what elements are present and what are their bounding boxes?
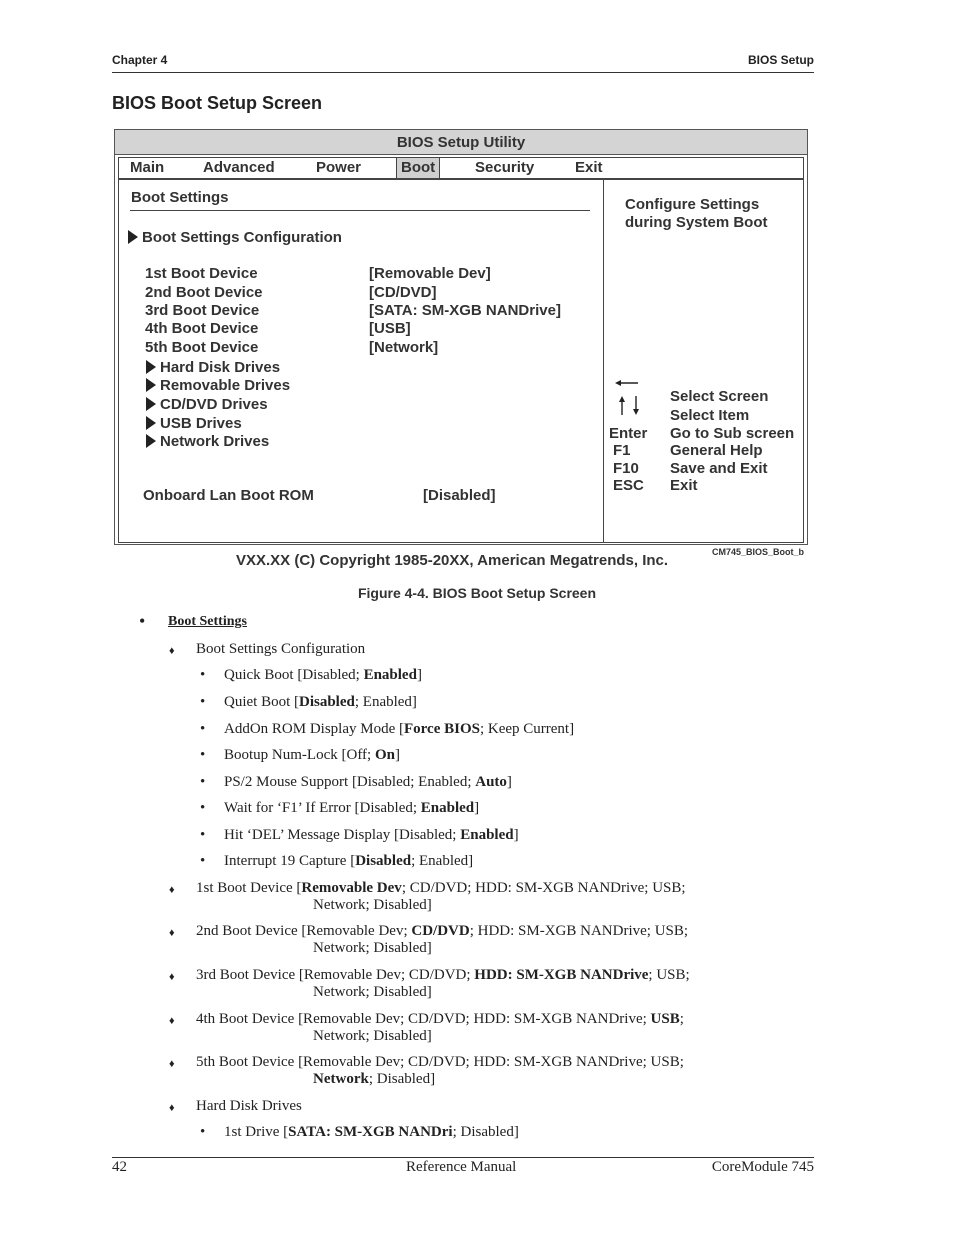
device-option-line: 3rd Boot Device [Removable Dev; CD/DVD; HDD: SM-XGB NANDrive; USB; (196, 967, 690, 983)
device-option-line2: Network; Disabled] (313, 1028, 432, 1044)
bullet-icon: • (200, 827, 206, 843)
onboard-lan-label: Onboard Lan Boot ROM (143, 487, 314, 504)
menu-tab-boot[interactable]: Boot (396, 157, 440, 179)
submenu-arrow-icon (146, 397, 156, 411)
submenu-label: Network Drives (160, 433, 270, 450)
menu-tab-security[interactable]: Security (475, 159, 535, 176)
bullet-icon: • (200, 694, 206, 710)
device-option-line2: Network; Disabled] (313, 984, 432, 1000)
submenu-arrow-icon (146, 360, 156, 374)
submenu-hard-disk-drives[interactable] (146, 359, 280, 376)
boot-settings-config-item[interactable] (128, 229, 342, 246)
boot-settings-rule (130, 210, 590, 211)
submenu-arrow-icon (128, 230, 138, 244)
page-number: 42 (112, 1159, 127, 1175)
bullet-icon: • (200, 747, 206, 763)
device-label: 3rd Boot Device (145, 302, 260, 319)
key-name: F10 (613, 460, 639, 477)
diamond-bullet-icon: ♦ (169, 645, 175, 657)
device-value[interactable]: [SATA: SM-XGB NANDrive] (369, 302, 561, 319)
bullet-icon: • (139, 611, 146, 631)
bios-panel-divider (603, 180, 604, 542)
submenu-arrow-icon (146, 416, 156, 430)
boot-settings-title: Boot Settings (131, 189, 229, 206)
device-value[interactable]: [USB] (369, 320, 411, 337)
key-name: F1 (613, 442, 631, 459)
device-label: 1st Boot Device (145, 265, 258, 282)
bullet-icon: • (200, 853, 206, 869)
key-name: ESC (613, 477, 644, 494)
device-option-line2: Network; Disabled] (313, 940, 432, 956)
menu-tab-power[interactable]: Power (316, 159, 362, 176)
key-desc: Save and Exit (670, 460, 768, 477)
footer-product: CoreModule 745 (711, 1159, 814, 1175)
page-title: BIOS Boot Setup Screen (112, 93, 323, 113)
bullet-icon: • (200, 721, 206, 737)
key-desc: General Help (670, 442, 763, 459)
submenu-network-drives[interactable] (146, 433, 269, 450)
hard-disk-item: Hard Disk Drives (196, 1098, 302, 1114)
submenu-label: USB Drives (160, 415, 242, 432)
menu-tab-main[interactable]: Main (130, 159, 165, 176)
boot-settings-heading: Boot Settings (168, 614, 247, 629)
diamond-bullet-icon: ♦ (169, 927, 175, 939)
device-value[interactable]: [CD/DVD] (369, 284, 437, 301)
bullet-icon: • (200, 667, 206, 683)
onboard-lan-value[interactable]: [Disabled] (423, 487, 496, 504)
device-option-line: 4th Boot Device [Removable Dev; CD/DVD; HDD: SM-XGB NANDrive; USB; (196, 1011, 684, 1027)
submenu-usb-drives[interactable] (146, 415, 242, 432)
arrow-keys-icon (612, 375, 646, 417)
submenu-arrow-icon (146, 378, 156, 392)
bullet-icon: • (200, 774, 206, 790)
diamond-bullet-icon: ♦ (169, 971, 175, 983)
option-line: 1st Drive [SATA: SM-XGB NANDri; Disabled] (224, 1124, 519, 1140)
bullet-icon: • (200, 800, 206, 816)
option-line: Quiet Boot [Disabled; Enabled] (224, 694, 417, 710)
device-option-line: 5th Boot Device [Removable Dev; CD/DVD; HDD: SM-XGB NANDrive; USB; (196, 1054, 684, 1070)
footer-title: Reference Manual (406, 1159, 517, 1175)
menu-tab-advanced[interactable]: Advanced (203, 159, 275, 176)
key-desc: Go to Sub screen (670, 425, 795, 442)
bios-title: BIOS Setup Utility (115, 130, 807, 155)
device-label: 5th Boot Device (145, 339, 259, 356)
help-text-line2: during System Boot (625, 214, 768, 231)
option-line: Interrupt 19 Capture [Disabled; Enabled] (224, 853, 474, 869)
header-rule (112, 72, 814, 73)
option-line: AddOn ROM Display Mode [Force BIOS; Keep Current] (224, 721, 575, 737)
device-label: 2nd Boot Device (145, 284, 263, 301)
submenu-label: Hard Disk Drives (160, 359, 281, 376)
option-line: PS/2 Mouse Support [Disabled; Enabled; Auto] (224, 774, 512, 790)
diamond-bullet-icon: ♦ (169, 1102, 175, 1114)
config-item: Boot Settings Configuration (196, 641, 366, 657)
key-name: Enter (609, 425, 648, 442)
figure-caption: Figure 4-4. BIOS Boot Setup Screen (357, 585, 597, 601)
key-desc: Exit (670, 477, 698, 494)
boot-settings-config-label: Boot Settings Configuration (142, 229, 342, 246)
device-option-line2: Network; Disabled] (313, 897, 432, 913)
device-value[interactable]: [Network] (369, 339, 439, 356)
option-line: Hit ‘DEL’ Message Display [Disabled; Enabled] (224, 827, 519, 843)
device-label: 4th Boot Device (145, 320, 259, 337)
diamond-bullet-icon: ♦ (169, 884, 175, 896)
key-desc: Select Item (670, 407, 750, 424)
diamond-bullet-icon: ♦ (169, 1058, 175, 1070)
option-line: Bootup Num-Lock [Off; On] (224, 747, 400, 763)
submenu-removable-drives[interactable] (146, 377, 290, 394)
device-value[interactable]: [Removable Dev] (369, 265, 491, 282)
submenu-label: Removable Drives (160, 377, 291, 394)
device-option-line: 2nd Boot Device [Removable Dev; CD/DVD; HDD: SM-XGB NANDrive; USB; (196, 923, 689, 939)
chapter-label: Chapter 4 (112, 53, 168, 67)
menu-tab-exit[interactable]: Exit (575, 159, 603, 176)
submenu-cd-dvd-drives[interactable] (146, 396, 268, 413)
footer-rule (112, 1157, 814, 1158)
option-line: Quick Boot [Disabled; Enabled] (224, 667, 422, 683)
key-desc: Select Screen (670, 388, 769, 405)
option-line: Wait for ‘F1’ If Error [Disabled; Enabled] (224, 800, 480, 816)
submenu-label: CD/DVD Drives (160, 396, 268, 413)
bios-copyright: VXX.XX (C) Copyright 1985-20XX, American Megatrends, Inc. (236, 552, 669, 569)
section-label: BIOS Setup (747, 53, 814, 67)
device-option-line2: Network; Disabled] (313, 1071, 436, 1087)
diamond-bullet-icon: ♦ (169, 1015, 175, 1027)
device-option-line: 1st Boot Device [Removable Dev; CD/DVD; HDD: SM-XGB NANDrive; USB; (196, 880, 686, 896)
figure-id: CM745_BIOS_Boot_b (712, 547, 805, 557)
submenu-arrow-icon (146, 434, 156, 448)
bullet-icon: • (200, 1124, 206, 1140)
help-text-line1: Configure Settings (625, 196, 760, 213)
